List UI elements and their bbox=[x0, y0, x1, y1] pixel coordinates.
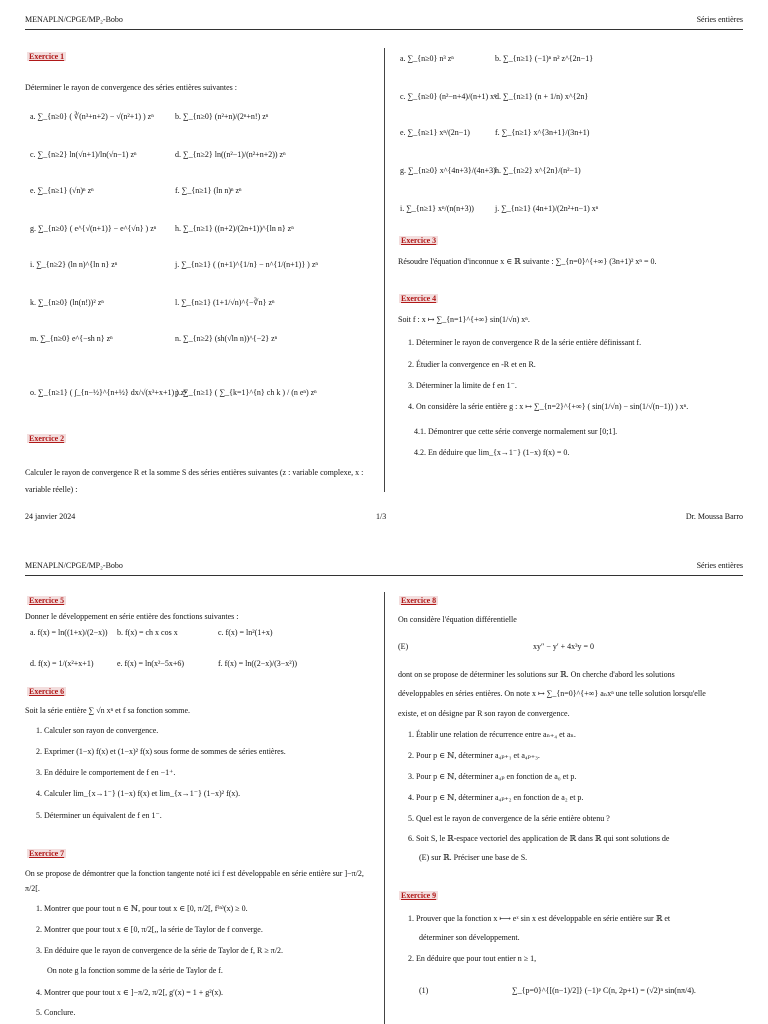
ex7-item-2: 2. Montrer que pour tout x ∈ [0, π/2[,, la série de Taylor de f converge. bbox=[36, 925, 263, 934]
ex9-eq-label: (1) bbox=[419, 986, 429, 995]
ex1-item-l: l. ∑_{n≥1} (1+1/√n)^{−∛n} zⁿ bbox=[175, 298, 275, 307]
ex2-item-e: e. ∑_{n≥1} xⁿ/(2n−1) bbox=[400, 128, 470, 137]
ex6-item-5: 5. Déterminer un équivalent de f en 1⁻. bbox=[36, 811, 162, 820]
ex7-item-4: 4. Montrer que pour tout x ∈ ]−π/2, π/2[, g′(x) = 1 + g²(x). bbox=[36, 988, 223, 997]
ex6-item-1: 1. Calculer son rayon de convergence. bbox=[36, 726, 159, 735]
ex9-title: Exercice 9 bbox=[401, 891, 437, 900]
ex8-item-4: 4. Pour p ∈ ℕ, déterminer a₄ₚ₊₂ en fonction de a₂ et p. bbox=[408, 793, 584, 802]
ex1-item-d: d. ∑_{n≥2} ln((n²−1)/(n²+n+2)) zⁿ bbox=[175, 150, 286, 159]
ex1-item-e: e. ∑_{n≥1} (√n)ⁿ zⁿ bbox=[30, 186, 94, 195]
ex9-item-1-cont: déterminer son développement. bbox=[419, 933, 520, 942]
ex7-item-5: 5. Conclure. bbox=[36, 1008, 76, 1017]
ex1-item-f: f. ∑_{n≥1} (ln n)ⁿ zⁿ bbox=[175, 186, 242, 195]
ex6-intro: Soit la série entière ∑ √n xⁿ et f sa fonction somme. bbox=[25, 706, 191, 715]
ex6-item-2: 2. Exprimer (1−x) f(x) et (1−x)² f(x) sous forme de sommes de séries entières. bbox=[36, 747, 286, 756]
ex1-item-m: m. ∑_{n≥0} e^{−sh n} zⁿ bbox=[30, 334, 113, 343]
ex8-item-3: 3. Pour p ∈ ℕ, déterminer a₄ₚ en fonction de a₀ et p. bbox=[408, 772, 577, 781]
ex4-item-4-1: 4.1. Démontrer que cette série converge normalement sur [0;1]. bbox=[414, 427, 618, 436]
ex1-item-h: h. ∑_{n≥1} ((n+2)/(2n+1))^{ln n} zⁿ bbox=[175, 224, 294, 233]
ex4-item-1: 1. Déterminer le rayon de convergence R de la série entière définissant f. bbox=[408, 338, 642, 347]
ex8-item-6: 6. Soit S, le ℝ-espace vectoriel des application de ℝ dans ℝ qui sont solutions de bbox=[408, 834, 670, 843]
ex7-item-1: 1. Montrer que pour tout n ∈ ℕ, pour tout x ∈ [0, π/2[, f⁽ⁿ⁾(x) ≥ 0. bbox=[36, 904, 248, 913]
ex9-item-1: 1. Prouver que la fonction x ⟼ eˣ sin x est développable en série entière sur ℝ et bbox=[408, 914, 671, 923]
ex1-title: Exercice 1 bbox=[29, 52, 65, 61]
ex1-item-o: o. ∑_{n≥1} ( ∫_{n−½}^{n+½} dx/√(x³+x+1) ) zⁿ bbox=[30, 388, 187, 397]
header-left-p2: MENAPLN/CPGE/MP₂-Bobo bbox=[25, 561, 123, 570]
ex1-item-b: b. ∑_{n≥0} (n²+n)/(2ⁿ+n!) zⁿ bbox=[175, 112, 269, 121]
ex7-title: Exercice 7 bbox=[29, 849, 65, 858]
ex9-equation: ∑_{p=0}^{[(n−1)/2]} (−1)ᵖ C(n, 2p+1) = (√2)ⁿ sin(nπ/4). bbox=[512, 986, 696, 995]
ex8-item-6-cont: (E) sur ℝ. Préciser une base de S. bbox=[419, 853, 528, 862]
ex6-item-4: 4. Calculer lim_{x→1⁻} (1−x) f(x) et lim_{x→1⁻} (1−x)² f(x). bbox=[36, 789, 241, 798]
ex1-item-c: c. ∑_{n≥2} ln(√n+1)/ln(√n−1) zⁿ bbox=[30, 150, 137, 159]
ex4-item-3: 3. Déterminer la limite de f en 1⁻. bbox=[408, 381, 517, 390]
ex5-item-f: f. f(x) = ln((2−x)/(3−x²)) bbox=[218, 659, 298, 668]
ex6-title: Exercice 6 bbox=[29, 687, 65, 696]
footer-page: 1/3 bbox=[376, 512, 387, 521]
ex4-title: Exercice 4 bbox=[401, 294, 437, 303]
ex5-item-e: e. f(x) = ln(x²−5x+6) bbox=[117, 659, 185, 668]
ex8-intro: On considère l'équation différentielle bbox=[398, 615, 517, 624]
ex4-item-2: 2. Étudier la convergence en -R et en R. bbox=[408, 360, 536, 369]
ex5-item-a: a. f(x) = ln((1+x)/(2−x)) bbox=[30, 628, 108, 637]
ex4-item-4: 4. On considère la série entière g : x ↦ ∑_{n=2}^{+∞} ( sin(1/√n) − sin(1/√(n−1)) ) xⁿ. bbox=[408, 402, 689, 411]
ex7-intro: On se propose de démontrer que la fonction tangente noté ici f est développable en série entière sur ]−π/2, π/2[. bbox=[25, 869, 364, 893]
ex3-text: Résoudre l'équation d'inconnue x ∈ ℝ suivante : ∑_{n=0}^{+∞} (3n+1)² xⁿ = 0. bbox=[398, 257, 657, 266]
column-divider bbox=[384, 48, 385, 492]
header-rule bbox=[25, 29, 743, 30]
ex1-item-k: k. ∑_{n≥0} (ln(n!))² zⁿ bbox=[30, 298, 104, 307]
ex9-item-2: 2. En déduire que pour tout entier n ≥ 1, bbox=[408, 954, 537, 963]
ex6-item-3: 3. En déduire le comportement de f en −1⁺. bbox=[36, 768, 176, 777]
ex1-intro: Déterminer le rayon de convergence des séries entières suivantes : bbox=[25, 83, 237, 92]
ex8-item-2: 2. Pour p ∈ ℕ, déterminer a₄ₚ₊₁ et a₄ₚ₊₃. bbox=[408, 751, 540, 760]
ex4-item-4-2: 4.2. En déduire que lim_{x→1⁻} (1−x) f(x) = 0. bbox=[414, 448, 570, 457]
ex2-item-g: g. ∑_{n≥0} x^{4n+3}/(4n+3) bbox=[400, 166, 496, 175]
ex1-item-j: j. ∑_{n≥1} ( (n+1)^{1/n} − n^{1/(n+1)} ) zⁿ bbox=[175, 260, 318, 269]
ex5-item-b: b. f(x) = ch x cos x bbox=[117, 628, 178, 637]
ex4-intro: Soit f : x ↦ ∑_{n=1}^{+∞} sin(1/√n) xⁿ. bbox=[398, 315, 530, 324]
ex2-item-f: f. ∑_{n≥1} x^{3n+1}/(3n+1) bbox=[495, 128, 590, 137]
ex2-item-a: a. ∑_{n≥0} n³ zⁿ bbox=[400, 54, 454, 63]
ex8-equation: xy″ − y′ + 4x³y = 0 bbox=[533, 642, 595, 651]
header-rule-p2 bbox=[25, 575, 743, 576]
header-right: Séries entières bbox=[696, 15, 743, 24]
ex8-item-1: 1. Établir une relation de récurrence entre aₙ₊₄ et aₙ. bbox=[408, 730, 576, 739]
ex8-p3: existe, et on désigne par R son rayon de convergence. bbox=[398, 709, 570, 718]
ex7-note: On note g la fonction somme de la série de Taylor de f. bbox=[47, 966, 223, 975]
ex2-intro: Calculer le rayon de convergence R et la somme S des séries entières suivantes (z : variable complexe, x : variable réelle) : bbox=[25, 468, 364, 494]
ex8-title: Exercice 8 bbox=[401, 596, 437, 605]
ex2-item-d: d. ∑_{n≥1} (n + 1/n) x^{2n} bbox=[495, 92, 589, 101]
column-divider-p2 bbox=[384, 592, 385, 1024]
ex2-item-i: i. ∑_{n≥1} xⁿ/(n(n+3)) bbox=[400, 204, 474, 213]
ex5-item-c: c. f(x) = ln²(1+x) bbox=[218, 628, 273, 637]
ex8-item-5: 5. Quel est le rayon de convergence de la série entière obtenu ? bbox=[408, 814, 610, 823]
ex1-item-a: a. ∑_{n≥0} ( ∛(n³+n+2) − √(n²+1) ) zⁿ bbox=[30, 112, 154, 121]
ex1-item-p: p. ∑_{n≥1} ( ∑_{k=1}^{n} ch k ) / (n eⁿ) zⁿ bbox=[175, 388, 317, 397]
ex2-item-c: c. ∑_{n≥0} (n²−n+4)/(n+1) xⁿ bbox=[400, 92, 497, 101]
ex8-p2: développables en séries entières. On note x ↦ ∑_{n=0}^{+∞} aₙxⁿ une telle solution lorsqu'elle bbox=[398, 689, 706, 698]
ex2-item-h: h. ∑_{n≥2} x^{2n}/(n²−1) bbox=[495, 166, 581, 175]
ex1-item-n: n. ∑_{n≥2} (sh(√ln n))^{−2} zⁿ bbox=[175, 334, 278, 343]
ex8-eq-label: (E) bbox=[398, 642, 409, 651]
ex5-item-d: d. f(x) = 1/(x²+x+1) bbox=[30, 659, 94, 668]
header-left: MENAPLN/CPGE/MP₂-Bobo bbox=[25, 15, 123, 24]
ex8-p1: dont on se propose de déterminer les solutions sur ℝ. On cherche d'abord les solutions bbox=[398, 670, 675, 679]
ex1-item-i: i. ∑_{n≥2} (ln n)^{ln n} zⁿ bbox=[30, 260, 118, 269]
ex5-title: Exercice 5 bbox=[29, 596, 65, 605]
ex2-title: Exercice 2 bbox=[29, 434, 65, 443]
ex2-item-b: b. ∑_{n≥1} (−1)ⁿ n² z^{2n−1} bbox=[495, 54, 594, 63]
footer-date: 24 janvier 2024 bbox=[25, 512, 76, 521]
ex3-title: Exercice 3 bbox=[401, 236, 437, 245]
ex2-item-j: j. ∑_{n≥1} (4n+1)/(2n²+n−1) xⁿ bbox=[495, 204, 599, 213]
footer-author: Dr. Moussa Barro bbox=[685, 512, 743, 521]
ex5-intro: Donner le développement en série entière des fonctions suivantes : bbox=[25, 612, 239, 621]
header-right-p2: Séries entières bbox=[696, 561, 743, 570]
ex1-item-g: g. ∑_{n≥0} ( e^{√(n+1)} − e^{√n} ) zⁿ bbox=[30, 224, 157, 233]
ex7-item-3: 3. En déduire que le rayon de convergence de la série de Taylor de f, R ≥ π/2. bbox=[36, 946, 284, 955]
